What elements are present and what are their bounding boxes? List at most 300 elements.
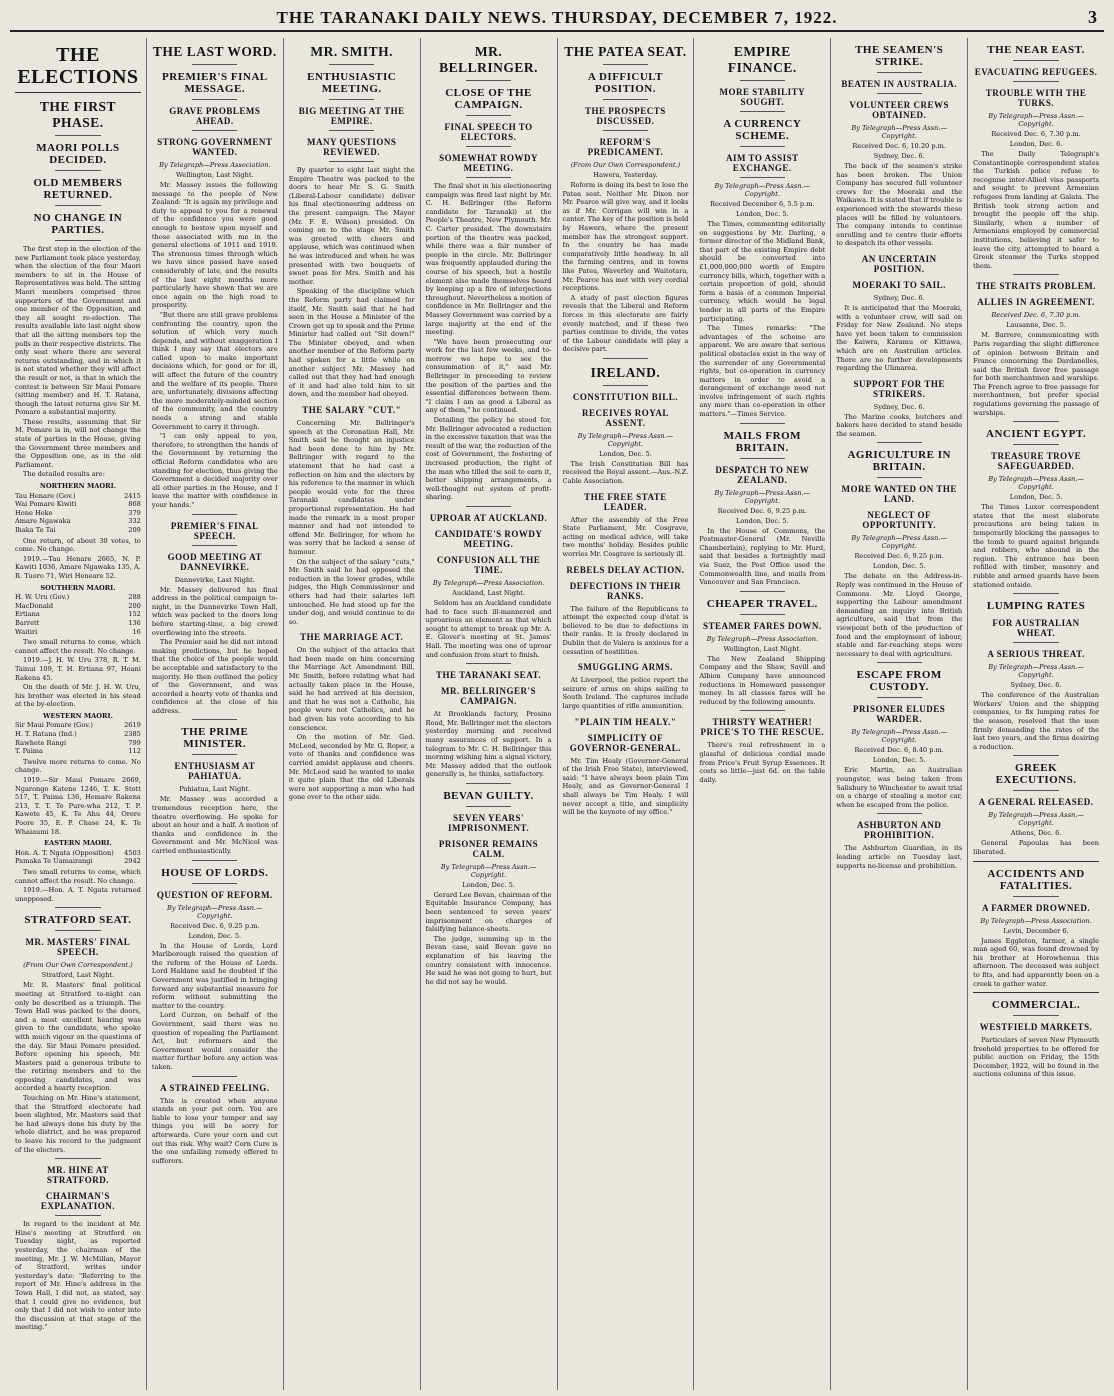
- headline-empire-finance: EMPIRE FINANCE.: [727, 44, 797, 75]
- dateline: Received Dec. 6, 10.20 p.m.: [852, 142, 946, 150]
- divider: [740, 710, 785, 711]
- subhead-treasure-trove: TREASURE TROVE SAFEGUARDED.: [991, 451, 1082, 472]
- subhead-allies-agreement: ALLIES IN AGREEMENT.: [977, 297, 1095, 308]
- subhead-defections: DEFECTIONS IN THEIR RANKS.: [569, 580, 682, 601]
- vote-count: 332: [128, 517, 141, 526]
- article-paragraph: The Premier said he did not intend making predictions, but he hoped that the choice of the people would be acceptable and satisfactory to the majority. He then outlined the policy of the Government, and was accorded a hearty vote of thanks and confidence at the close of his address.: [151, 638, 278, 715]
- article-paragraph: The detailed results are:: [23, 470, 105, 479]
- dateline: Received Dec. 6, 9.25 p.m.: [717, 506, 808, 515]
- subhead-smuggling-arms: SMUGGLING ARMS.: [577, 662, 673, 673]
- column-mr-smith: [284, 38, 421, 1390]
- article-paragraph: Reform is doing its best to lose the Patea seat. Neither Mr. Dixon nor Mr. Pearce will give way, and it looks as if Mr. Corrigan will win in a canter. The key of the position is held by Hawera, where the present member has the strongest support. In the country he has made comparatively little headway. In all the farming centres, and in towns like Patea, Waverley and Waitotara, Mr. Pearce has met with very cordial receptions.: [562, 181, 689, 293]
- dateline: London, Dec. 5.: [188, 931, 242, 940]
- divider: [466, 115, 511, 116]
- byline: By Telegraph—Press Assn.—Copyright.: [851, 728, 948, 745]
- divider: [603, 358, 648, 359]
- masthead-title: THE TARANAKI DAILY NEWS. THURSDAY, DECEMBER 7, 1922.: [276, 8, 838, 27]
- divider: [740, 177, 785, 178]
- divider: [466, 506, 511, 507]
- divider: [55, 205, 100, 206]
- article-paragraph: James Eggleton, farmer, a single man aged 60, was found drowned by his brother at Horowhenua this afternoon. The deceased was subject to fits, and had apparently been on a creek to gather water.: [973, 936, 1099, 988]
- result-row: [15, 526, 141, 535]
- result-row: [15, 602, 141, 611]
- vote-count: 2385: [124, 730, 141, 739]
- result-row: [15, 517, 141, 526]
- divider: [740, 458, 785, 459]
- article-paragraph: The back of the seamen's strike has been broken. The Union Company has secured full volunteer crews for the Moeraki and the Waikawa. It is stated that if trouble is experienced with the stewards these places will be filled by volunteers. The company intends to continue enrolling and to centre their efforts to despatch its other vessels.: [836, 162, 963, 248]
- article-paragraph: The Times Luxor correspondent states that the most elaborate precautions are being taken in temporarily blocking the passages to the tomb to guard against brigands and robbers, who abound in the region. The entrance has been refilled with timber, masonry and rubble and armed guards have been stationed outside.: [973, 503, 1099, 589]
- divider: [877, 72, 922, 73]
- result-row: [15, 857, 141, 866]
- subhead-close-campaign: CLOSE OF THE CAMPAIGN.: [445, 87, 532, 111]
- divider: [466, 177, 511, 178]
- results-western-maori: [15, 712, 141, 756]
- byline: By Telegraph—Press Assn.—Copyright.: [851, 534, 948, 551]
- byline: By Telegraph—Press Assn.—Copyright.: [988, 112, 1084, 128]
- divider: [329, 64, 374, 65]
- byline: (From Our Own Correspondent.): [23, 961, 133, 970]
- column-patea-seat: [558, 38, 695, 1390]
- divider: [192, 719, 237, 720]
- dateline: Received Dec. 6, 8.40 p.m.: [854, 746, 944, 755]
- article-paragraph: Particulars of seven New Plymouth freehold properties to be offered for public auction on Friday, the 15th December, 1922, will be found in the auctions columns of this issue.: [973, 1036, 1099, 1079]
- subhead-steamer-fares: STEAMER FARES DOWN.: [703, 620, 822, 631]
- headline-greek-executions: GREEK EXECUTIONS.: [995, 762, 1077, 787]
- result-row: [15, 619, 141, 628]
- byline: Received Dec. 6, 7.30 p.m.: [991, 311, 1081, 320]
- dateline: Sydney, Dec. 6.: [873, 152, 925, 160]
- article-paragraph: In regard to the incident at Mr. Hine's meeting at Stratford on Tuesday night, as reported yesterday, the chairman of the meeting, Mr. J. W. McMillan, Mayor of Stratford, writes under yesterday's date: "Referring to the report of Mr. Hine's address in the Town Hall, I did not, as stated, say that I could give no evidence, but only that I did not wish to enter into the discussion at that stage of the meeting.": [15, 1220, 141, 1332]
- subhead-prospects: THE PROSPECTS DISCUSSED.: [585, 106, 666, 126]
- result-row: [15, 730, 141, 739]
- previous-result: 1919.—J. H. W. Uru 378, R. T. M. Tainui 109, T. H. Ertiana 97, Hoani Rakena 45.: [15, 656, 141, 682]
- subhead-westfield-markets: WESTFIELD MARKETS.: [979, 1022, 1093, 1033]
- divider: [55, 240, 100, 241]
- dateline: Levin, December 6.: [1003, 926, 1069, 935]
- vote-count: 2619: [124, 721, 141, 730]
- candidate-name: Rawhete Rangi: [15, 738, 67, 747]
- vote-count: 136: [128, 618, 141, 627]
- article-paragraph: It is anticipated that the Moeraki, with a volunteer crew, will sail on Friday for New Zealand. No steps have yet been taken to commission the Kaiwra, Karamu or Kittawa, which are on Australian articles. There are no further developments regarding the Ulimaroa.: [836, 303, 963, 373]
- subhead-final-speech: FINAL SPEECH TO ELECTORS.: [444, 122, 533, 142]
- dateline: Dannevirke, Last Night.: [174, 575, 255, 584]
- subhead-farmer-drowned: A FARMER DROWNED.: [982, 902, 1091, 913]
- candidate-name: H. W. Uru (Gov.): [15, 593, 70, 602]
- dateline: Athens, Dec. 6.: [1010, 829, 1062, 838]
- divider: [192, 883, 237, 884]
- page-number: 3: [1088, 7, 1098, 27]
- candidate-name: Pamaka Te Uamairangi: [15, 857, 93, 866]
- byline: By Telegraph—Press Assn.—Copyright.: [851, 124, 948, 140]
- subhead-general-released: A GENERAL RELEASED.: [978, 797, 1094, 808]
- byline: By Telegraph—Press Association.: [706, 634, 819, 643]
- dateline: Pahiatua, Last Night.: [179, 785, 251, 794]
- candidate-name: Ertiana: [15, 610, 40, 619]
- byline: By Telegraph—Press Assn.—Copyright.: [577, 431, 674, 448]
- candidate-name: Hone Heke: [15, 508, 53, 517]
- subhead-uncertain-position: AN UNCERTAIN POSITION.: [861, 253, 937, 274]
- dateline: London, Dec. 6.: [1009, 140, 1063, 148]
- headline-mails-britain: MAILS FROM BRITAIN.: [723, 429, 802, 454]
- candidate-name: Ihaka Te Tai: [15, 526, 56, 534]
- divider: [466, 663, 511, 664]
- subhead-australian-wheat: FOR AUSTRALIAN WHEAT.: [992, 618, 1080, 639]
- article-paragraph: After the assembly of the Free State Parliament, Mr. Cosgrave, acting on medical advice, will take two months' holiday. Besides public worries Mr. Cosgrave is seriously ill.: [562, 515, 689, 559]
- divider: [329, 99, 374, 100]
- headline-hine-stratford: MR. HINE AT STRATFORD.: [46, 1165, 109, 1186]
- vote-count: 152: [128, 610, 141, 619]
- divider: [55, 907, 100, 908]
- article-paragraph: There's real refreshment in a glassful of delicious cordial made from Price's Fruit Syrup Essences. It costs so little—just 6d. on the table daily.: [699, 741, 826, 784]
- headline-elections: THE ELECTIONS: [17, 44, 139, 88]
- divider: [55, 135, 100, 136]
- dateline: Received Dec. 6, 9.25 p.m.: [170, 921, 260, 930]
- subhead-no-change: NO CHANGE IN PARTIES.: [33, 212, 123, 236]
- vote-count: 2415: [124, 491, 141, 500]
- candidate-name: Tau Henare (Gov.): [15, 491, 76, 500]
- headline-cheaper-travel: CHEAPER TRAVEL.: [706, 597, 818, 610]
- article-paragraph: M. Barrere, communicating with Paris regarding the slight difference of opinion between Britain and France concerning the Dardanelles, said the British favor free passage for both merchantmen and warships. The French agree to free passage for merchantmen, but prefer special regulations governing the passage of warships.: [973, 331, 1099, 417]
- divider: [55, 170, 100, 171]
- headline-first-phase: THE FIRST PHASE.: [39, 99, 117, 130]
- vote-count: 16: [132, 627, 141, 636]
- result-row: [15, 739, 141, 748]
- headline-escape-custody: ESCAPE FROM CUSTODY.: [856, 669, 942, 694]
- article-paragraph: The Times remarks: "The advantages of the scheme are apparent. We are aware that serious political obstacles exist in the way of the surrender of any Governmental rights, but co-operation in currency matters in order to avoid a derangement of exchange need not involve infringement of such rights any more than co-operation in other matters."—Times Service.: [699, 324, 826, 419]
- candidate-name: Waitiri: [15, 627, 38, 636]
- divider: [192, 754, 237, 755]
- divider: [740, 614, 785, 615]
- divider: [1013, 274, 1058, 275]
- subhead-beaten-australia: BEATEN IN AUSTRALIA.: [841, 79, 957, 89]
- result-row: [15, 593, 141, 602]
- dateline: London, Dec. 5.: [462, 880, 515, 889]
- divider: [1013, 790, 1058, 791]
- subhead-bellringer-campaign: MR. BELLRINGER'S CAMPAIGN.: [441, 686, 537, 707]
- byline: By Telegraph—Press Assn.—Copyright.: [988, 475, 1084, 492]
- dateline: Received December 6, 5.5 p.m.: [710, 200, 815, 208]
- subhead-plain-tim-healy: "PLAIN TIM HEALY.": [574, 716, 677, 727]
- article-paragraph: Mr. Massey delivered his final address in the political campaign to-night, in the Dannevirke Town Hall, which was packed to the doors long before starting-time, a big crowd overflowing into the streets.: [151, 585, 278, 637]
- results-eastern-maori: [15, 839, 141, 866]
- subhead-salary-cut: THE SALARY "CUT.": [302, 405, 402, 416]
- result-row: [15, 747, 141, 756]
- divider: [740, 111, 785, 112]
- result-row: [15, 628, 141, 637]
- divider: [1013, 1015, 1058, 1016]
- dateline: Hawera, Yesterday.: [593, 171, 658, 179]
- divider: [877, 697, 922, 698]
- byline: (From Our Own Correspondent.): [570, 161, 681, 169]
- divider: [192, 99, 237, 100]
- candidate-name: H. T. Ratana (Ind.): [15, 730, 77, 739]
- results-note: On the death of Mr. J. H. W. Uru, his brother was elected in his stead at the by-election.: [15, 683, 141, 709]
- candidate-name: Barrett: [15, 618, 40, 627]
- article-paragraph: Seldom has an Auckland candidate had to face such ill-mannered and uproarious an element as that which sought to attempt to break up Mr. A. E. Glover's meeting at St. James' Hall. The meeting was one of uproar and confusion from start to finish.: [425, 598, 552, 659]
- article-paragraph: On the motion of Mr. Ged. McLeod, seconded by Mr. G. Roper, a vote of thanks and confidence was carried amidst applause and cheers. Mr. McLeod said he wanted to make it quite plain that the old Liberals were not supporting a man who had gone over to the other side.: [288, 733, 415, 802]
- vote-count: 799: [128, 738, 141, 747]
- masthead: [10, 6, 1104, 32]
- subhead-prisoner-eludes: PRISONER ELUDES WARDER.: [853, 704, 946, 725]
- subhead-royal-assent: RECEIVES ROYAL ASSENT.: [581, 407, 669, 428]
- article-paragraph: Speaking of the discipline which the Reform party had claimed for itself, Mr. Smith said that he had seen in the House a Minister of the Crown get up to speak and the Prime Minister had called out "Sit down!" The Minister obeyed, and when another member of the Reform party had spoken for a little while on another subject Mr. Massey had called out that they had had enough of it and had also told him to sit down, and the member had obeyed.: [288, 287, 415, 399]
- subhead-seven-years: SEVEN YEARS' IMPRISONMENT.: [448, 812, 530, 833]
- divider: [740, 146, 785, 147]
- article-paragraph: "We have been prosecuting our work for the last few weeks, and to-morrow we hope to see the consummation of it," said Mr. Bellringer in proceeding to review the position of the parties and the essential differences between them. "I claim I am as good a Liberal as any of them," he continued.: [425, 337, 552, 415]
- results-heading: SOUTHERN MAORI.: [40, 583, 116, 592]
- subhead-confusion: CONFUSION ALL THE TIME.: [436, 554, 541, 575]
- headline-ashburton: ASHBURTON AND PROHIBITION.: [857, 820, 942, 841]
- article-paragraph: Concerning Mr. Bellringer's speech at the Coronation Hall, Mr. Smith said he thought an injustice had been done to him by Mr. Bellringer with regard to the statement that he had cast a reflection on him and the electors by his reference to the manner in which people would vote for the three Taranaki candidates under proportional representation. He had made the remark in a most proper manner and had not intended to offend Mr. Bellringer, for whom he was sorry that he lacked a sense of humour.: [288, 419, 415, 556]
- subhead-empire-meeting: BIG MEETING AT THE EMPIRE.: [298, 106, 405, 126]
- divider: [603, 64, 648, 65]
- result-row: [15, 500, 141, 509]
- divider: [329, 161, 374, 162]
- divider: [55, 1158, 100, 1159]
- vote-count: 288: [128, 593, 141, 602]
- byline: By Telegraph—Press Assn.—Copyright.: [714, 488, 811, 505]
- candidate-name: Sir Maui Pomare (Gov.): [15, 721, 93, 730]
- article-paragraph: This is created when anyone stands on your pet corn. You are liable to lose your temper and say things you will be sorry for afterwards. Cure your corn and cut out this risk. Why wait? Corn Cure is the one unfailing remedy offered to sufferers.: [151, 1096, 278, 1165]
- subhead-questions: MANY QUESTIONS REVIEWED.: [306, 137, 397, 157]
- divider: [192, 545, 237, 546]
- article-paragraph: In the House of Lords, Lord Marlborough raised the question of the reform of the House of Lords. Lord Haldane said he doubted if the Government was justified in bringing forward any substantial measure for reform without submitting the matter to the country.: [151, 941, 278, 1010]
- vote-count: 2942: [124, 857, 141, 866]
- byline: By Telegraph—Press Association.: [159, 161, 271, 169]
- dateline: London, Dec. 5.: [736, 516, 789, 525]
- subhead-rowdy-candidate: CANDIDATE'S ROWDY MEETING.: [434, 528, 543, 549]
- subhead-more-stability: MORE STABILITY SOUGHT.: [719, 87, 806, 107]
- divider: [1013, 444, 1058, 445]
- results-heading: WESTERN MAORI.: [42, 711, 113, 720]
- article-paragraph: These results, assuming that Sir M. Pomare is in, will not change the state of parties in the House, giving the Government three members and the Opposition one, as in the old Parliament.: [15, 417, 141, 469]
- divider: [466, 146, 511, 147]
- byline: By Telegraph—Press Association.: [432, 578, 545, 587]
- subhead-prisoner-calm: PRISONER REMAINS CALM.: [438, 838, 539, 859]
- subhead-simplicity: SIMPLICITY OF GOVERNOR-GENERAL.: [569, 732, 682, 753]
- headline-bellringer: MR. BELLRINGER.: [439, 44, 539, 75]
- subhead-volunteer-crews: VOLUNTEER CREWS OBTAINED.: [849, 100, 949, 120]
- headline-lumping-rates: LUMPING RATES: [986, 600, 1086, 613]
- subhead-grave-problems: GRAVE PROBLEMS AHEAD.: [169, 106, 261, 126]
- dateline: Wellington, Last Night.: [176, 171, 254, 179]
- results-heading: EASTERN MAORI.: [44, 839, 112, 848]
- article-paragraph: At Brooklands factory, Prosino Road, Mr. Bellringer met the electors yesterday morning and received many assurances of support. In a telegram to Mr. C. H. Bellringer this morning wishing him a signal victory, Mr. Massey added that the outlook generally is, he thinks, satisfactory.: [425, 710, 552, 779]
- divider: [1013, 60, 1058, 61]
- dateline: Sydney, Dec. 6.: [1010, 681, 1062, 690]
- subhead-serious-threat: A SERIOUS THREAT.: [987, 649, 1085, 660]
- divider: [466, 783, 511, 784]
- column-elections: [10, 38, 147, 1390]
- headline-seamen-strike: THE SEAMEN'S STRIKE.: [855, 44, 944, 68]
- subhead-trouble-turks: TROUBLE WITH THE TURKS.: [985, 88, 1087, 108]
- article-paragraph: The Irish Constitution Bill has received the Royal assent.—Aus.-N.Z. Cable Association.: [562, 459, 689, 486]
- subhead-marriage-act: THE MARRIAGE ACT.: [300, 632, 404, 643]
- subhead-moeraki-sail: MOERAKI TO SAIL.: [852, 279, 946, 290]
- article-paragraph: Mr. Massey issues the following message to the people of New Zealand: "It is again my privilege and duty to appeal to you for a renewal of the confidence you were good enough to bestow upon myself and those associated with me in the general elections of 1911 and 1919. The strenuous times through which we have since passed have eased considerably of late, and the results of the last eight months more particularly have shown that we are once again on the high road to prosperity.: [151, 181, 278, 310]
- column-near-east: [968, 38, 1104, 1390]
- subhead-currency-scheme: A CURRENCY SCHEME.: [723, 118, 802, 142]
- dateline: Auckland, Last Night.: [452, 588, 526, 597]
- divider: [740, 80, 785, 81]
- article-paragraph: The Times, commenting editorially on suggestions by Mr. Darling, a former director of the Midland Bank, that part of the existing Empire debt should be converted into £1,000,000,000 worth of Empire currency bills, which, together with a certain proportion of gold, should form a basis of a common Imperial currency, which would be legal tender in all parts of the Empire participating.: [699, 220, 826, 323]
- subhead-rebels-delay: REBELS DELAY ACTION.: [566, 564, 685, 575]
- subhead-more-on-land: MORE WANTED ON THE LAND.: [841, 484, 957, 505]
- article-paragraph: In the House of Commons, the Postmaster-General (Mr. Neville Chamberlain), replying to Mr. Hurd, said that besides a fortnightly mail via Suez, the Post Office used the Commonwealth line, and mails from Vancouver and San Francisco.: [699, 526, 826, 587]
- dateline: Sydney, Dec. 6.: [873, 402, 925, 411]
- candidate-name: Wai Pomare Kiwiti: [15, 500, 77, 509]
- dateline: Wellington, Last Night.: [723, 644, 802, 653]
- divider: [1013, 642, 1058, 643]
- headline-bevan-guilty: BEVAN GUILTY.: [443, 789, 534, 802]
- article-paragraph: By quarter to eight last night the Empire Theatre was packed to the doors to hear Mr. S. G. Smith (Liberal-Labour candidate) deliver his final electioneering address on the present campaign. The Mayor (Mr. F. E. Wilson) presided. On coming on to the stage Mr. Smith was greeted with cheers and applause, which was continued when he was introduced and when he was presented with two bouquets of sweet peas for Mrs. Smith and his mother.: [288, 166, 415, 286]
- divider: [15, 92, 141, 93]
- vote-count: 200: [128, 601, 141, 610]
- result-row: [15, 849, 141, 858]
- byline: By Telegraph—Press Assn.—Copyright.: [988, 663, 1084, 680]
- vote-count: 209: [128, 526, 141, 534]
- headline-house-of-lords: HOUSE OF LORDS.: [161, 866, 269, 879]
- article-paragraph: The failure of the Republicans to attempt the expected coup d'etat is believed to be due to defections in their ranks. It is freely declared in Dublin that de Valera is anxious for a cessation of hostilities.: [562, 604, 689, 656]
- article-paragraph: On the subject of the attacks that had been made on him concerning the Marriage Act Amendment Bill, Mr. Smith, before relating what had actually taken place in the House, said he had arrived at his decision, and that he was not a Catholic, his people were not Catholics, and he had given his vote according to his conscience.: [288, 646, 415, 732]
- dateline: London, Dec. 5.: [872, 756, 926, 765]
- headline-uproar-auckland: UPROAR AT AUCKLAND.: [429, 512, 548, 523]
- divider: [877, 442, 922, 443]
- headline-near-east: THE NEAR EAST.: [987, 44, 1085, 56]
- vote-count: 379: [128, 508, 141, 517]
- divider: [877, 93, 922, 94]
- headline-taranaki-seat: THE TARANAKI SEAT.: [436, 670, 542, 681]
- divider: [192, 64, 237, 65]
- vote-count: 112: [128, 747, 141, 756]
- results-heading: NORTHERN MAORI.: [39, 482, 116, 491]
- headline-accidents: ACCIDENTS AND FATALITIES.: [987, 867, 1085, 892]
- divider: [1013, 593, 1058, 594]
- column-empire-finance: [694, 38, 831, 1390]
- headline-strained-feeling: A STRAINED FEELING.: [160, 1082, 270, 1093]
- divider: [1013, 421, 1058, 422]
- divider: [603, 385, 648, 386]
- divider: [877, 662, 922, 663]
- article-paragraph: Mr. Tim Healy (Governor-General of the Irish Free State), interviewed, said: "I have always been plain Tim Healy, and as Governor-General I shall always be Tim Healy. I will never accept a title, and simplicity will be the keynote of my office.": [562, 756, 689, 817]
- article-paragraph: The judge, summing up in the Bevan case, said Bevan gave no explanation of his leaving the country consistent with innocence. He said he was not going to hurt, but he did not say he would.: [425, 934, 552, 986]
- article-paragraph: Detailing the policy he stood for, Mr. Bellringer advocated a reduction in the excessive taxation that was the result of the war, the reduction of the cost of Government, the fostering of increased production, the right of the man who tilled the soil to earn it, better shipping arrangements, a well-thought out system of profit-sharing.: [425, 416, 552, 502]
- previous-result: 1919.—Tau Henare 2665, N. P. Kawiti 1036, Amare Ngawaka 135, A. R. Tuoro 71, Wiri Heneare 52.: [15, 554, 141, 580]
- divider: [466, 806, 511, 807]
- subhead-despatch-nz: DESPATCH TO NEW ZEALAND.: [715, 464, 810, 485]
- divider: [973, 861, 1099, 862]
- dateline: Received Dec. 6, 7.30 p.m.: [991, 130, 1081, 138]
- results-note: Two small returns to come, which cannot affect the result. No change.: [15, 867, 141, 885]
- candidate-name: Amare Ngawaka: [15, 517, 71, 526]
- article-paragraph: The Ashburton Guardian, in its leading article on Tuesday last, supports no-license and prohibition.: [836, 844, 963, 870]
- dateline: London, Dec. 5.: [736, 210, 789, 218]
- divider: [192, 130, 237, 131]
- headline-ireland: IRELAND.: [590, 364, 661, 380]
- article-paragraph: Gerard Lee Bevan, chairman of the Equitable Insurance Company, has been sentenced to seven years' imprisonment on charges of falsifying balance-sheets.: [425, 890, 552, 934]
- divider: [192, 514, 237, 515]
- article-paragraph: The New Zealand Shipping Company and the Shaw, Savill and Albion Company have announced reductions in Homeward passenger money. In all classes fares will be reduced by the following amounts.: [699, 654, 826, 706]
- article-paragraph: Mr. R. Masters' final political meeting at Stratford to-night can only be described as a triumph. The Town Hall was packed to the doors, and a most excellent hearing was given to the candidate, who spoke with much vigour on the questions of the day. Sir Maui Pomare presided. Before opening his speech, Mr. Masters paid a generous tribute to the retiring members and to the opposing candidates, and was accorded a hearty reception.: [15, 981, 141, 1093]
- headline-mr-smith: MR. SMITH.: [310, 44, 393, 59]
- result-row: [15, 492, 141, 501]
- divider: [1013, 896, 1058, 897]
- dateline: Stratford, Last Night.: [41, 971, 115, 980]
- divider: [740, 591, 785, 592]
- vote-count: 868: [128, 500, 141, 509]
- headline-last-word: THE LAST WORD.: [152, 44, 277, 59]
- byline: By Telegraph—Press Assn.—Copyright.: [714, 182, 811, 198]
- dateline: London, Dec. 5.: [1009, 493, 1063, 502]
- headline-prime-minister: THE PRIME MINISTER.: [181, 726, 249, 751]
- subhead-old-members: OLD MEMBERS RETURNED.: [33, 177, 123, 201]
- subhead-pahiatua: ENTHUSIASM AT PAHIATUA.: [174, 761, 256, 782]
- subhead-evacuating: EVACUATING REFUGEES.: [974, 67, 1098, 77]
- candidate-name: Hon. A. T. Ngata (Opposition): [15, 848, 114, 857]
- subhead-strong-government: STRONG GOVERNMENT WANTED.: [157, 137, 273, 157]
- divider: [877, 477, 922, 478]
- byline: By Telegraph—Press Assn.—Copyright.: [166, 903, 263, 920]
- headline-thirsty-weather: THIRSTY WEATHER! PRICE'S TO THE RESCUE.: [700, 717, 825, 738]
- previous-result: 1919.—Hon. A. T. Ngata returned unopposed.: [15, 886, 141, 903]
- article-paragraph: "I can only appeal to you, therefore, to strengthen the hands of the Government by returning the official Reform candidates who are standing for election, thus giving the Government a decided majority over all other parties in the House, and I leave the matter with confidence in your hands.": [151, 432, 278, 509]
- divider: [603, 130, 648, 131]
- byline: By Telegraph—Press Assn.—Copyright.: [440, 862, 537, 879]
- column-bellringer: [421, 38, 558, 1390]
- result-row: [15, 721, 141, 730]
- result-row: [15, 610, 141, 619]
- vote-count: 4503: [124, 848, 141, 857]
- headline-stratford-seat: STRATFORD SEAT.: [24, 914, 132, 927]
- article-paragraph: The first step in the election of the new Parliament took place yesterday, when the election of the four Maori members to sit in the House of Representatives was held. The sitting Maori members comprised three supporters of the Government and one member of the Opposition, and they all sought re-election. The results available late last night show that all the sitting members top the polls in their respective districts. The only seat where there are several returns outstanding, and in which it is not stated whether they will affect the result or not, is that in which the contest is between Sir Maui Pomare (sitting member) and H. T. Ratana, though the latest returns give Sir M. Pomare a substantial majority.: [15, 245, 141, 417]
- results-note: Twelve more returns to come. No change.: [15, 757, 141, 775]
- dateline: Sydney, Dec. 6.: [873, 293, 925, 302]
- divider: [973, 992, 1099, 993]
- subhead-neglect: NEGLECT OF OPPORTUNITY.: [862, 510, 936, 531]
- previous-result: 1919.—Sir Maui Pomare 2669, Ngarongo Katene 1246, T. K. Stott 517, T. Paima 136, Hemare Rakena 213, T. T. Te Pure-wha 212, T. P. Kawete 45, K. Te Ahu 44, Orere Poore 35, E. P. Chase 24, K. Te Whaiaumi 18.: [15, 776, 141, 836]
- subhead-constitution-bill: CONSTITUTION BILL.: [572, 391, 678, 402]
- article-paragraph: Lord Curzon, on behalf of the Government, said there was no question of repealing the Parliament Act, but reformers and the Government would consider the matter further before any action was taken.: [151, 1011, 278, 1071]
- article-paragraph: The final shot in his electioneering campaign was fired last night by Mr. C. H. Bellringer (the Reform candidate for Taranaki) at the People's Theatre, New Plymouth. Mr. C. Carter presided. The downstairs portion of the theatre was packed, while there was a fair number of people in the circle. Mr. Bellringer was frequently applauded during the course of his speech, but a hostile element also made themselves heard by keeping up a fire of interjections throughout. Nevertheless a motion of confidence in Mr. Bellringer and the Massey Government was carried by a large majority at the end of the meeting.: [425, 182, 552, 337]
- divider: [55, 930, 100, 931]
- subhead-enthusiastic: ENTHUSIASTIC MEETING.: [307, 71, 397, 95]
- article-paragraph: Eric Martin, an Australian youngster, was being taken from Salisbury to Winchester to await trial on a charge of stealing a motor car, when he escaped from the police.: [836, 766, 963, 809]
- divider: [1013, 81, 1058, 82]
- headline-commercial: COMMERCIAL.: [991, 999, 1081, 1012]
- subhead-free-state-leader: THE FREE STATE LEADER.: [584, 491, 667, 512]
- dateline: London, Dec. 5.: [599, 449, 652, 458]
- column-seamen-strike: [831, 38, 968, 1390]
- article-paragraph: The Marine cooks, butchers and bakers have decided to stand beside the seamen.: [836, 412, 963, 438]
- article-paragraph: The Daily Telegraph's Constantinople correspondent states the Turkish police refuse to recognise inter-Allied visa passports and sought to prevent Armenian refugees from landing at Galata. The British took strong action and brought the people off the ship. Similarly, when a number of Armenians employed by commercial institutions, believing it safer to leave the city, attempted to board a Greek steamer the Turks stopped them.: [973, 150, 1099, 270]
- column-last-word: [147, 38, 284, 1390]
- results-northern-maori: [15, 482, 141, 535]
- subhead-premier-message: PREMIER'S FINAL MESSAGE.: [162, 71, 268, 95]
- results-southern-maori: [15, 584, 141, 637]
- article-paragraph: A study of past election figures reveals that the Liberal and Reform forces in this electorate are fairly evenly matched, and if these two parties continue to divide, the votes of the Labour candidate will play a decisive part.: [562, 293, 689, 354]
- subhead-question-reform: QUESTION OF REFORM.: [156, 889, 273, 900]
- dateline: Lausanne, Dec. 5.: [1006, 321, 1066, 330]
- headline-patea-seat: THE PATEA SEAT.: [564, 44, 687, 59]
- subhead-maori-polls: MAORI POLLS DECIDED.: [36, 142, 120, 166]
- subhead-straits-problem: THE STRAITS PROBLEM.: [976, 281, 1096, 292]
- result-row: [15, 509, 141, 518]
- divider: [877, 813, 922, 814]
- subhead-dannevirke: GOOD MEETING AT DANNEVIRKE.: [167, 551, 262, 572]
- article-paragraph: On the subject of the salary "cuts," Mr. Smith said he had opposed the reduction in the lower grades, while judges, the High Commissioner and others had had their salaries left untouched. He had stood up for the under dog, and would continue to do so.: [288, 557, 415, 626]
- divider: [55, 1215, 100, 1216]
- subhead-assist-exchange: AIM TO ASSIST EXCHANGE.: [725, 153, 799, 173]
